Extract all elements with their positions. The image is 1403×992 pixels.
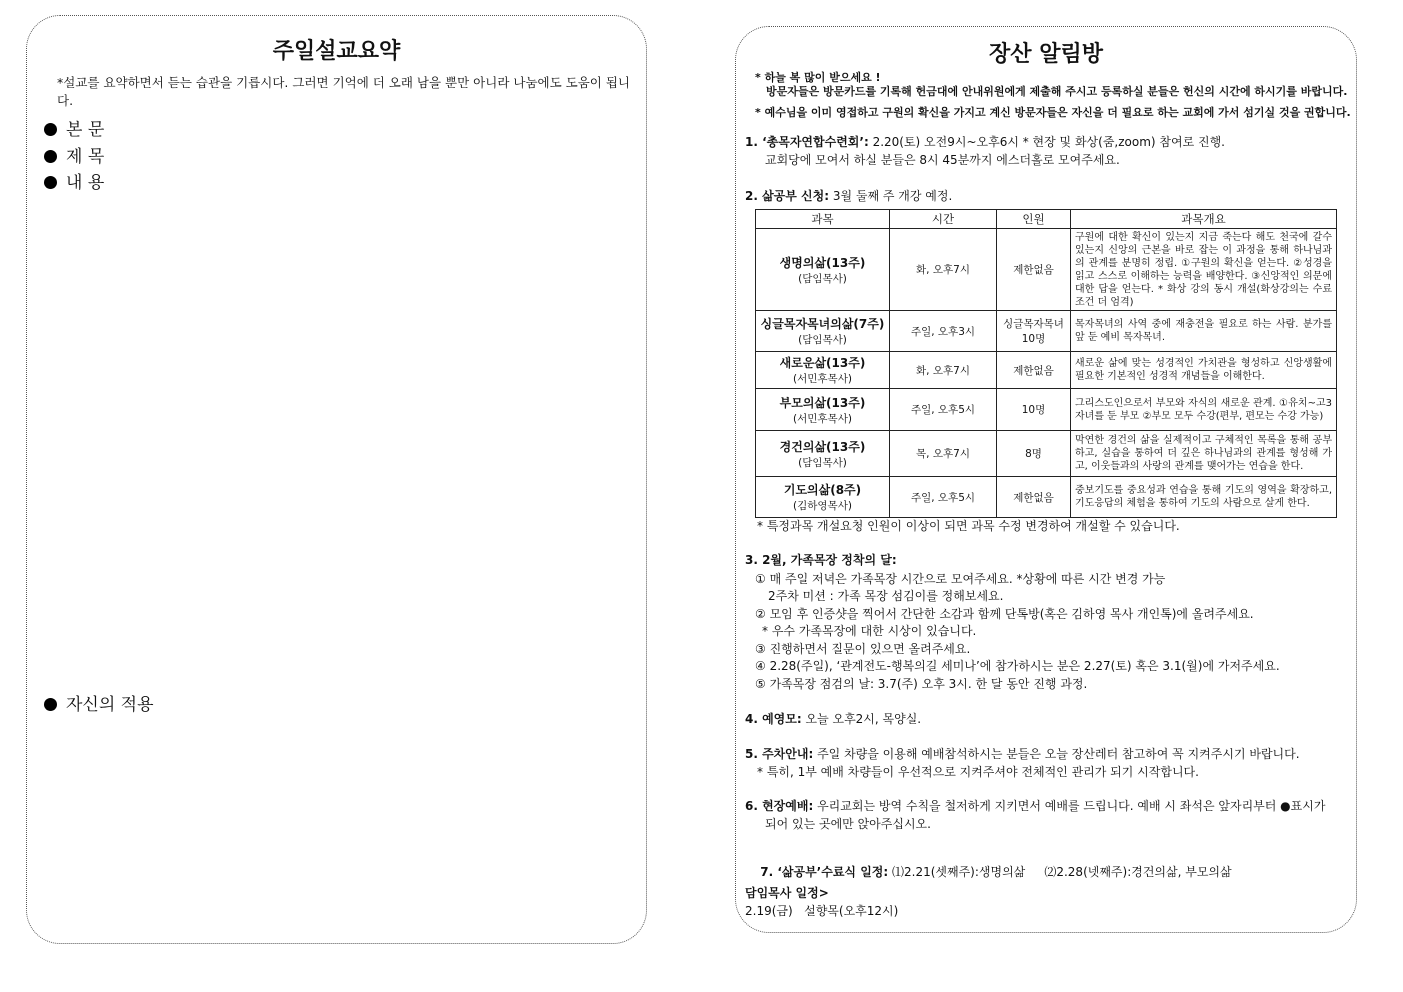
course-table (755, 209, 1337, 518)
item-1-heading: 1. ‘총목자연합수련회’: (745, 135, 869, 149)
course-pastor: (서민후목사) (793, 412, 852, 425)
course-people: 싱글목자목녀 10명 (997, 311, 1071, 352)
course-desc: 그리스도인으로서 부모와 자식의 새로운 관계. ①유치~고3 자녀를 둔 부모 ②부모 모두 수강(편부, 편모는 수강 가능) (1071, 389, 1337, 431)
item-6 (745, 797, 1325, 814)
course-name-cell (756, 311, 890, 352)
course-pastor: (담임목사) (798, 334, 847, 346)
item-1-line-2: 교회당에 모여서 하실 분들은 8시 45분까지 에스더홀로 모여주세요. (765, 153, 1120, 167)
column-header: 시간 (890, 210, 997, 229)
course-pastor: (담임목사) (798, 456, 847, 469)
course-name: 경건의삶(13주) (779, 439, 866, 454)
course-name-cell (756, 389, 890, 431)
course-desc: 목자목녀의 사역 중에 재충전을 필요로 하는 사람. 분가를 앞 둔 예비 목자목녀. (1071, 311, 1337, 352)
item-6-text: 우리교회는 방역 수칙을 철저하게 지키면서 예배를 드립니다. 예배 시 좌석은 앞자리부터 ●표시가 (813, 799, 1326, 813)
course-people: 제한없음 (997, 229, 1071, 311)
announcements-panel (735, 26, 1357, 933)
bullet-application (44, 690, 154, 715)
table-row (756, 229, 1337, 311)
bullet-label: 자신의 적용 (66, 695, 154, 715)
course-desc: 구원에 대한 확신이 있는지 지금 죽는다 해도 천국에 갈수 있는지 신앙의 근본을 바로 잡는 이 과정을 통해 하나님과의 관계를 분명히 정립. ①구원의 확신을 얻는다. ②성경을 읽고 스스로 이해하는 능력을 배양한다. ③신앙적인 의문에 대한 답을 얻는다. * 화상 강의 동시 개설(화상강의는 수료조건 더 엄격) (1071, 229, 1337, 311)
bullet-content (44, 168, 104, 193)
course-pastor: (서민후목사) (793, 373, 852, 385)
intro-line-1: * 하늘 복 많이 받으세요 ! (755, 71, 881, 84)
item-5-heading: 5. 주차안내: (745, 747, 814, 761)
course-time: 주일, 오후5시 (890, 389, 997, 431)
sermon-summary-title: 주일설교요약 (272, 39, 401, 64)
item-4 (745, 710, 921, 727)
column-header: 과목개요 (1071, 210, 1337, 229)
pastor-schedule-line: 2.19(금) 설향목(오후12시) (745, 904, 899, 918)
bullet-dot-icon (44, 123, 57, 136)
bullet-label: 내 용 (66, 173, 105, 193)
table-row (756, 477, 1337, 518)
table-row (756, 431, 1337, 477)
intro-line-3: * 예수님을 이미 영접하고 구원의 확신을 가지고 계신 방문자들은 자신을 더 필요로 하는 교회에 가서 섬기실 것을 권합니다. (755, 106, 1351, 119)
item-4-heading: 4. 예영모: (745, 712, 802, 726)
item-1-text: 2.20(토) 오전9시~오후6시 * 현장 및 화상(줌,zoom) 참여로 진행. (868, 135, 1225, 149)
course-desc: 중보기도를 중요성과 연습을 통해 기도의 영역을 확장하고, 기도응답의 체험을 통하여 기도의 사람으로 살게 한다. (1071, 477, 1337, 518)
bullet-label: 본 문 (66, 120, 105, 140)
sermon-summary-note: *설교를 요약하면서 듣는 습관을 기릅시다. 그러면 기억에 더 오래 남을 뿐만 아니라 나눔에도 도움이 됩니다. (57, 75, 631, 108)
table-row (756, 389, 1337, 431)
course-people: 8명 (997, 431, 1071, 477)
course-name: 새로운삶(13주) (779, 356, 866, 370)
item-5-line-2: * 특히, 1부 예배 차량들이 우선적으로 지켜주셔야 전체적인 관리가 되기 시작합니다. (757, 765, 1199, 779)
bullet-label: 제 목 (66, 147, 105, 167)
course-name-cell (756, 477, 890, 518)
intro-line-2: 방문자들은 방문카드를 기록해 헌금대에 안내위원에게 제출해 주시고 등록하실 분들은 헌신의 시간에 하시기를 바랍니다. (766, 85, 1348, 98)
course-time: 화, 오후7시 (890, 352, 997, 389)
item-3-heading: 3. 2월, 가족목장 정착의 달: (745, 553, 897, 567)
bullet-dot-icon (44, 150, 57, 163)
item-3-line: ④ 2.28(주일), ‘관계전도-행복의길 세미나’에 참가하시는 분은 2.27(토) 혹은 3.1(월)에 가저주세요. (755, 659, 1280, 673)
course-pastor: (담임목사) (798, 272, 847, 285)
course-name-cell (756, 352, 890, 389)
bullet-title (44, 142, 104, 167)
column-header: 과목 (756, 210, 890, 229)
item-3-line: * 우수 가족목장에 대한 시상이 있습니다. (762, 624, 977, 638)
item-2-text: 3월 둘째 주 개강 예정. (829, 189, 953, 203)
course-people: 10명 (997, 389, 1071, 431)
course-desc: 막연한 경건의 삶을 실제적이고 구체적인 목록을 통해 공부하고, 실습을 통하여 더 깊은 하나님과의 관계를 형성해 가고, 이웃들과의 사랑의 관계를 맺어가는 연습을 한다. (1071, 431, 1337, 477)
course-time: 주일, 오후5시 (890, 477, 997, 518)
item-2-heading: 2. 삶공부 신청: (745, 189, 830, 203)
course-name: 기도의삶(8주) (783, 483, 862, 497)
table-row (756, 311, 1337, 352)
course-name: 생명의삶(13주) (779, 255, 866, 270)
item-5 (745, 745, 1300, 762)
sermon-summary-panel (26, 15, 647, 944)
course-pastor: (김하영목사) (793, 500, 852, 512)
course-name: 싱글목자목녀의삶(7주) (760, 317, 885, 331)
course-people: 제한없음 (997, 477, 1071, 518)
course-people: 제한없음 (997, 352, 1071, 389)
item-3-line: ③ 진행하면서 질문이 있으면 올려주세요. (755, 642, 971, 656)
announcements-title: 장산 알림방 (989, 42, 1103, 67)
bullet-dot-icon (44, 176, 57, 189)
item-7-heading: 7. ‘삶공부’수료식 일정: (760, 865, 889, 879)
item-4-text: 오늘 오후2시, 목양실. (801, 712, 922, 726)
course-table-header (756, 210, 1337, 229)
item-6-heading: 6. 현장예배: (745, 799, 814, 813)
course-time: 목, 오후7시 (890, 431, 997, 477)
bullet-scripture (44, 115, 104, 140)
item-3-line: ① 매 주일 저녁은 가족목장 시간으로 모여주세요. *상황에 따른 시간 변경 가능 (755, 572, 1166, 586)
item-5-text: 주일 차량을 이용해 예배참석하시는 분들은 오늘 장산레터 참고하여 꼭 지켜주시기 바랍니다. (813, 747, 1300, 761)
column-header: 인원 (997, 210, 1071, 229)
bullet-dot-icon (44, 698, 57, 711)
item-3-line: ② 모임 후 인증샷을 찍어서 간단한 소감과 함께 단톡방(혹은 김하영 목사 개인톡)에 올려주세요. (755, 607, 1254, 621)
course-name: 부모의삶(13주) (779, 395, 866, 410)
course-desc: 새로운 삶에 맞는 성경적인 가치관을 형성하고 신앙생활에 필요한 기본적인 성경적 개념들을 이해한다. (1071, 352, 1337, 389)
course-name-cell (756, 229, 890, 311)
course-name-cell (756, 431, 890, 477)
item-6-line-2: 되어 있는 곳에만 앉아주십시오. (765, 817, 931, 831)
table-row (756, 352, 1337, 389)
item-3-line: ⑤ 가족목장 점검의 날: 3.7(주) 오후 3시. 한 달 동안 진행 과정. (755, 677, 1088, 691)
course-table-note: * 특정과목 개설요청 인원이 이상이 되면 과목 수정 변경하여 개설할 수 있습니다. (757, 519, 1180, 533)
course-time: 화, 오후7시 (890, 229, 997, 311)
pastor-schedule-heading: 담임목사 일정> (745, 886, 829, 900)
course-time: 주일, 오후3시 (890, 311, 997, 352)
item-1 (745, 133, 1225, 150)
item-2 (745, 187, 952, 204)
item-7-text: ⑴2.21(셋째주):생명의삶 ⑵2.28(넷째주):경건의삶, 부모의삶 (888, 865, 1232, 879)
item-3-line: 2주차 미션 : 가족 목장 섬김이를 정해보세요. (768, 589, 1004, 603)
